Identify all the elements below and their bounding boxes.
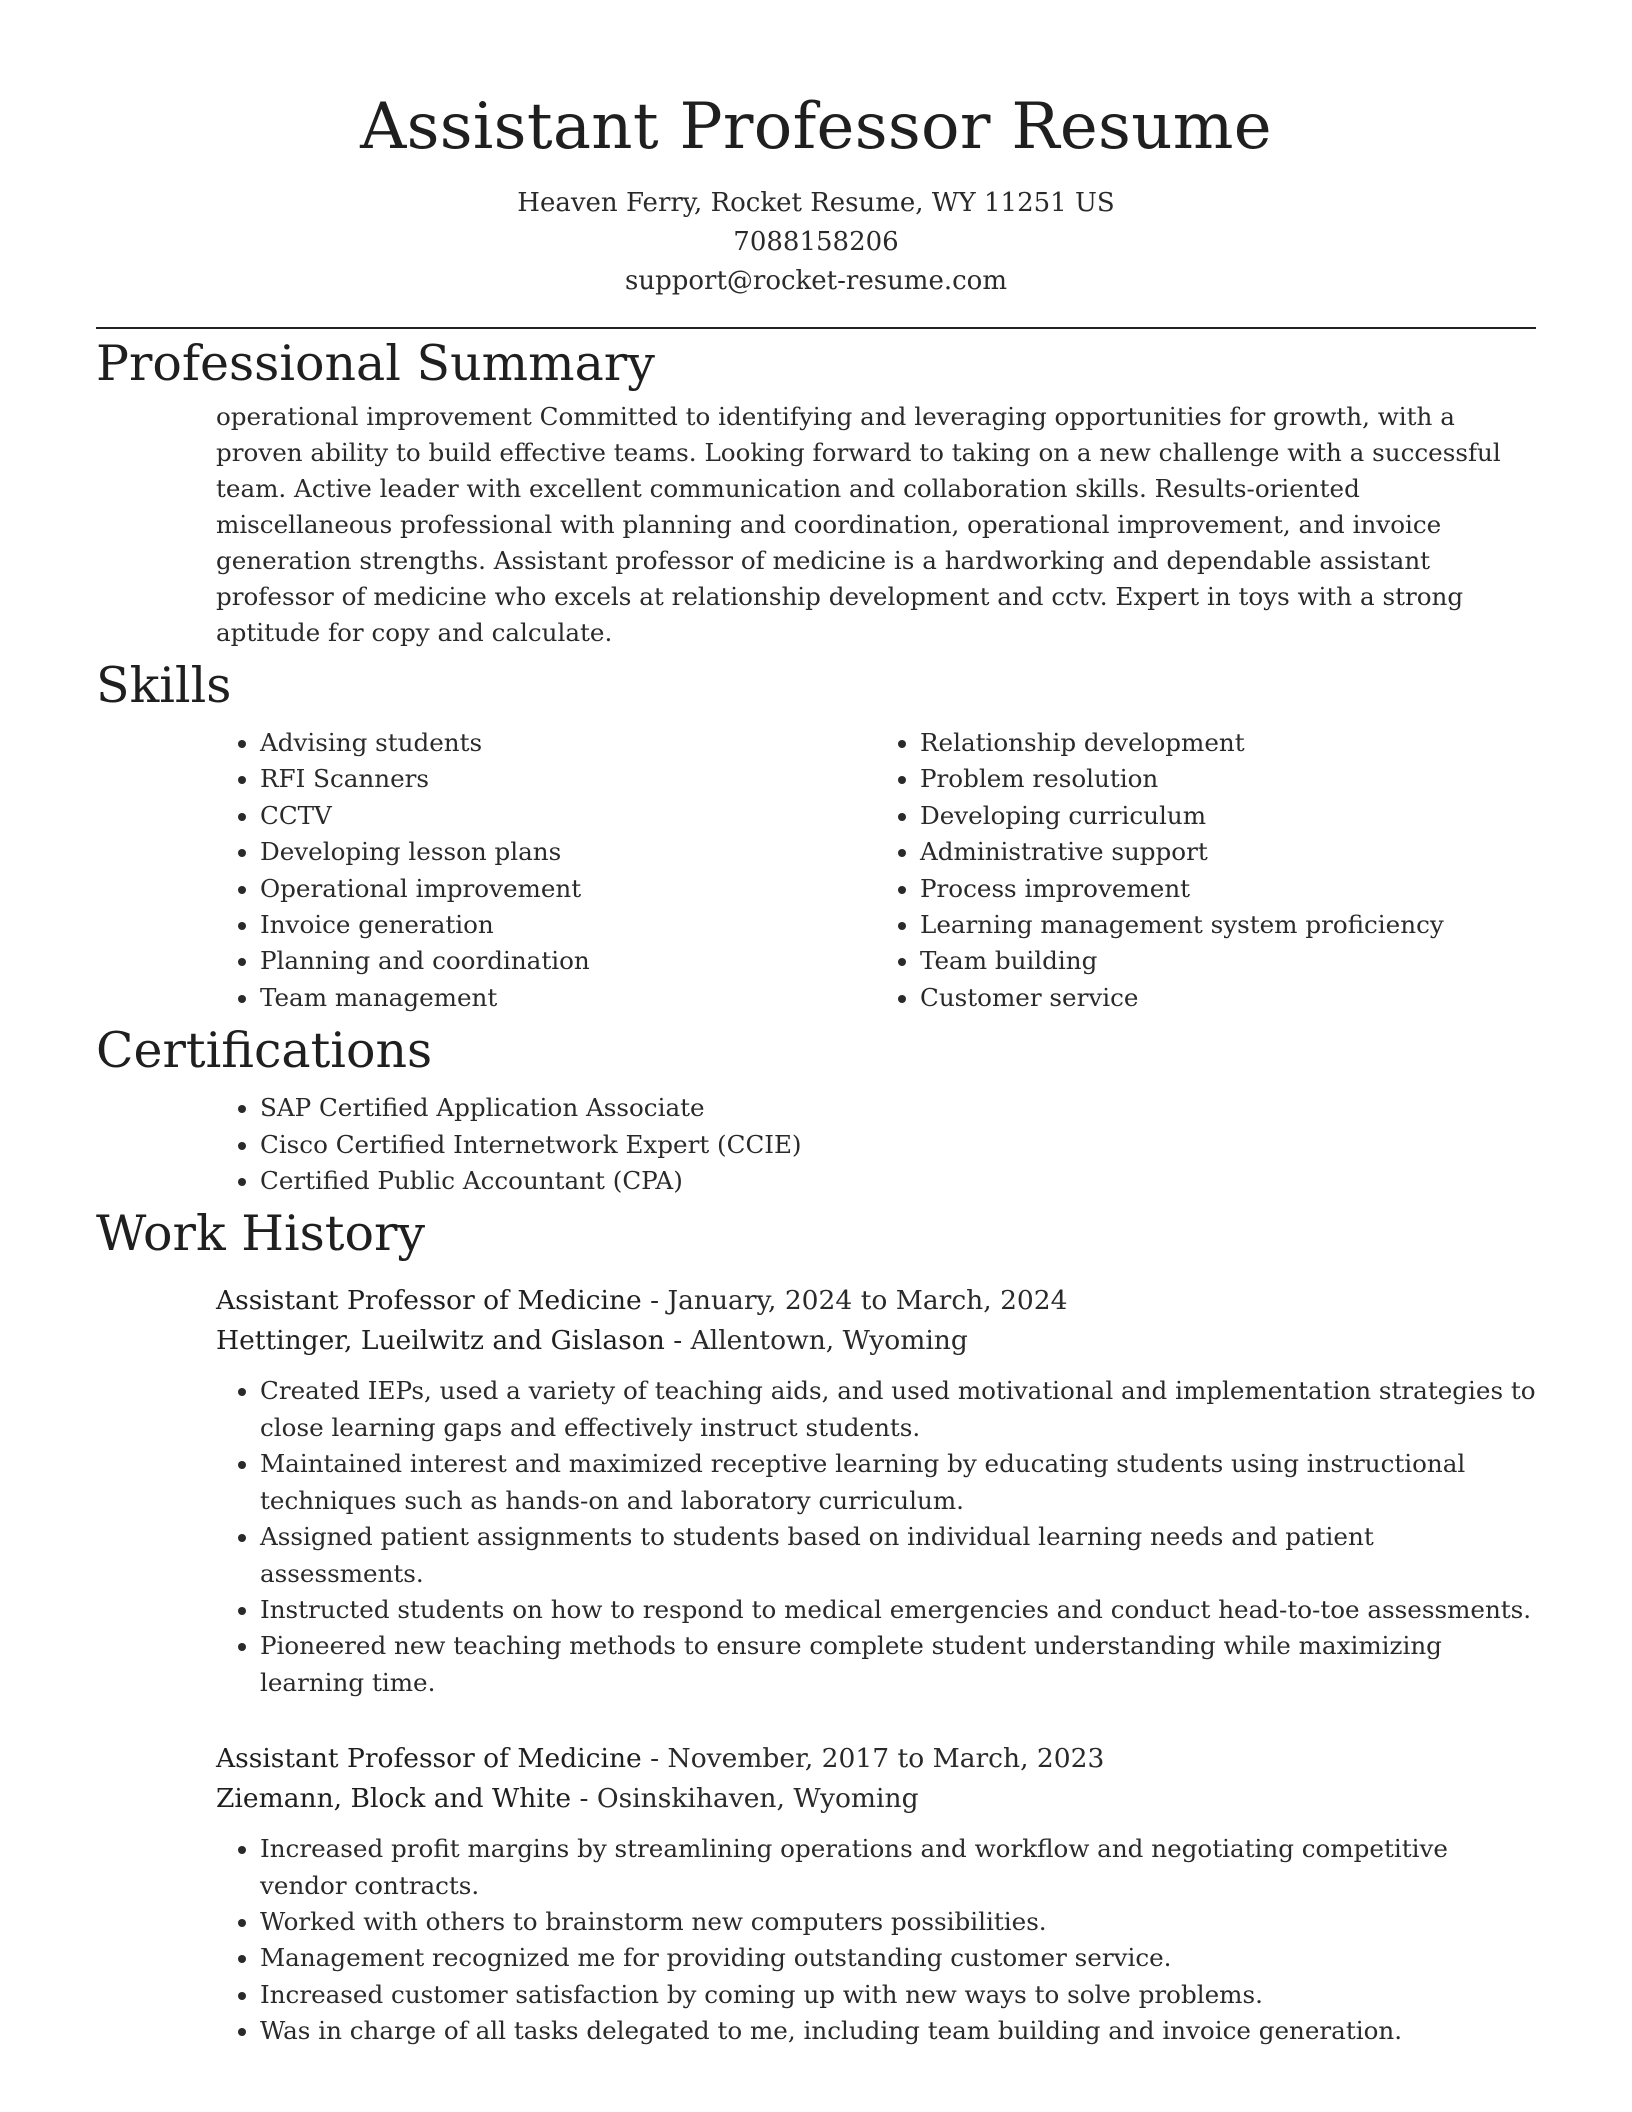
job-entry <box>216 1281 1536 1701</box>
skills-heading: Skills <box>96 657 232 714</box>
work-history-heading: Work History <box>96 1205 426 1263</box>
resume-header <box>96 0 1536 301</box>
certification-item: • SAP Certified Application Associate <box>260 1090 1536 1126</box>
job-dates: - January, 2024 to March, 2024 <box>641 1285 1068 1317</box>
skills-columns <box>216 725 1536 1016</box>
job-bullet: • Instructed students on how to respond to medical emergencies and conduct head-to-toe assessments. <box>260 1592 1536 1628</box>
job-title-line <box>216 1739 1536 1779</box>
skill-item: • Process improvement <box>920 871 1536 907</box>
resume-page <box>96 0 1536 2050</box>
summary-section <box>96 329 1536 651</box>
skills-section <box>96 651 1536 1016</box>
job-company-line <box>216 1779 1536 1819</box>
job-title-line <box>216 1281 1536 1321</box>
contact-email: support@rocket-resume.com <box>624 266 1007 296</box>
skill-item: • Team building <box>920 943 1536 979</box>
job-bullet-list <box>216 1373 1536 1701</box>
skill-item: • Administrative support <box>920 834 1536 870</box>
skill-item: • CCTV <box>260 798 876 834</box>
job-bullet: • Worked with others to brainstorm new computers possibilities. <box>260 1904 1536 1940</box>
skill-item: • Planning and coordination <box>260 943 876 979</box>
job-bullet: • Created IEPs, used a variety of teaching aids, and used motivational and implementation strategies to close learning gaps and effectively instruct students. <box>260 1373 1536 1446</box>
job-location: - Osinskihaven, Wyoming <box>571 1783 919 1815</box>
job-bullet: • Maintained interest and maximized receptive learning by educating students using instructional techniques such as hands-on and laboratory curriculum. <box>260 1446 1536 1519</box>
job-bullet: • Increased customer satisfaction by coming up with new ways to solve problems. <box>260 1977 1536 2013</box>
contact-phone: 7088158206 <box>733 227 899 257</box>
certifications-heading: Certifications <box>96 1022 433 1080</box>
job-company: Ziemann, Block and White <box>216 1783 572 1815</box>
skills-right-column <box>876 725 1536 1016</box>
skill-item: • Team management <box>260 980 876 1016</box>
job-bullet: • Assigned patient assignments to students based on individual learning needs and patient assessments. <box>260 1519 1536 1592</box>
certification-item: • Cisco Certified Internetwork Expert (CCIE) <box>260 1127 1536 1163</box>
certifications-list <box>216 1090 1536 1199</box>
contact-address: Heaven Ferry, Rocket Resume, WY 11251 US <box>517 188 1115 218</box>
job-role: Assistant Professor of Medicine <box>216 1285 642 1317</box>
work-history-section <box>96 1199 1536 2049</box>
page-title: Assistant Professor Resume <box>360 90 1272 164</box>
skill-item: • Operational improvement <box>260 871 876 907</box>
certification-item: • Certified Public Accountant (CPA) <box>260 1163 1536 1199</box>
skill-item: • Invoice generation <box>260 907 876 943</box>
skill-item: • RFI Scanners <box>260 761 876 797</box>
job-bullet-list <box>216 1831 1536 2049</box>
job-dates: - November, 2017 to March, 2023 <box>641 1743 1105 1775</box>
skills-left-column <box>216 725 876 1016</box>
job-role: Assistant Professor of Medicine <box>216 1743 642 1775</box>
skill-item: • Customer service <box>920 980 1536 1016</box>
job-bullet: • Increased profit margins by streamlining operations and workflow and negotiating competitive vendor contracts. <box>260 1831 1536 1904</box>
contact-block <box>96 184 1536 301</box>
job-company: Hettinger, Lueilwitz and Gislason <box>216 1325 665 1357</box>
skill-item: • Learning management system proficiency <box>920 907 1536 943</box>
summary-heading: Professional Summary <box>96 335 655 392</box>
skill-item: • Advising students <box>260 725 876 761</box>
job-company-line <box>216 1321 1536 1361</box>
job-bullet: • Was in charge of all tasks delegated to me, including team building and invoice generation. <box>260 2013 1536 2049</box>
skill-item: • Developing lesson plans <box>260 834 876 870</box>
job-bullet: • Management recognized me for providing outstanding customer service. <box>260 1940 1536 1976</box>
skill-item: • Relationship development <box>920 725 1536 761</box>
job-bullet: • Pioneered new teaching methods to ensure complete student understanding while maximizing learning time. <box>260 1628 1536 1701</box>
job-entry <box>216 1739 1536 2049</box>
skill-item: • Problem resolution <box>920 761 1536 797</box>
summary-text: operational improvement Committed to identifying and leveraging opportunities for growth, with a proven ability to build effective teams. Looking forward to taking on a new challenge with a successful team. Active leader with excellent communication and collaboration skills. Results-oriented miscellaneous professional with planning and coordination, operational improvement, and invoice generation strengths. Assistant professor of medicine is a hardworking and dependable assistant professor of medicine who excels at relationship development and cctv. Expert in toys with a strong aptitude for copy and calculate. <box>216 402 1501 647</box>
certifications-section <box>96 1016 1536 1199</box>
skill-item: • Developing curriculum <box>920 798 1536 834</box>
job-location: - Allentown, Wyoming <box>664 1325 968 1357</box>
